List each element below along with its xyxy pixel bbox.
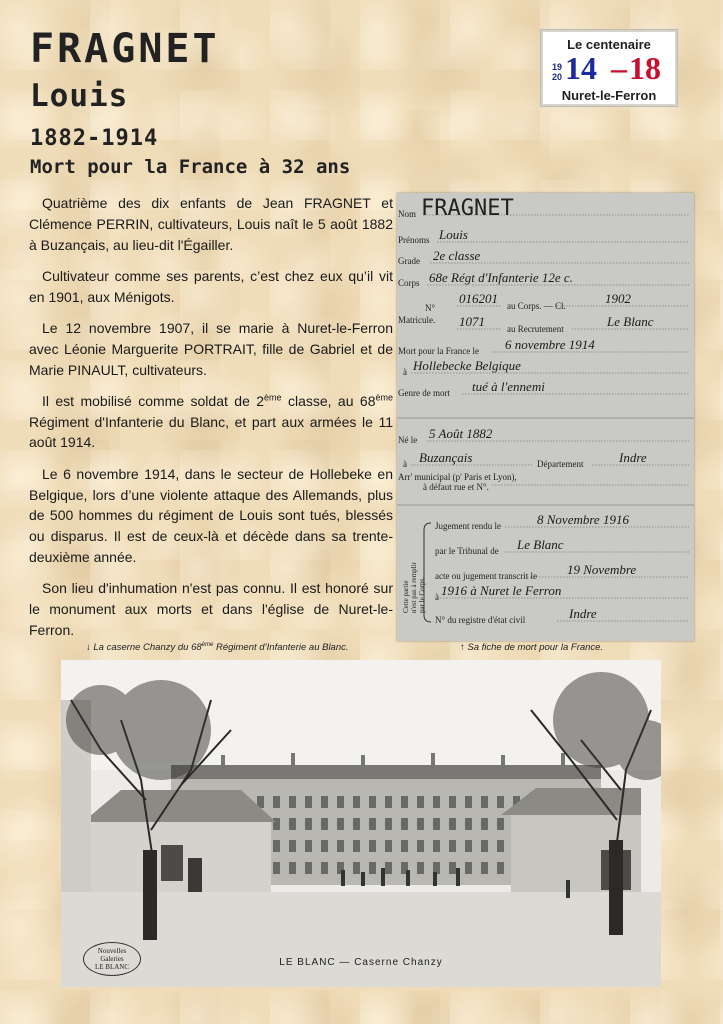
side-note-2: n'est pas à remplir: [410, 562, 418, 613]
label-no: N°: [425, 303, 436, 313]
label-ne-le: Né le: [398, 435, 418, 445]
logo-small-years: [552, 62, 562, 82]
label-jugement: Jugement rendu le: [435, 521, 501, 531]
death-subtitle: Mort pour la France à 32 ans: [30, 156, 351, 178]
value-genre: tué à l'ennemi: [472, 379, 545, 394]
years-heading: 1882-1914: [30, 126, 159, 151]
label-transcrit: acte ou jugement transcrit le: [435, 571, 537, 581]
value-nom: FRAGNET: [421, 196, 514, 221]
label-au-corps: au Corps. — Cl.: [507, 301, 566, 311]
value-mort-date: 6 novembre 1914: [505, 337, 595, 352]
photo-title: LE BLANC — Caserne Chanzy: [279, 957, 443, 968]
barracks-photo: [61, 660, 661, 987]
value-grade: 2e classe: [433, 248, 481, 263]
value-corps: 68e Régt d'Infanterie 12e c.: [429, 270, 573, 285]
centenaire-logo: [541, 30, 677, 106]
surname-heading: FRAGNET: [30, 26, 220, 72]
caption-left-sup: ème: [201, 642, 214, 648]
death-record-form: [397, 193, 694, 641]
value-ne-date: 5 Août 1882: [429, 426, 493, 441]
logo-place: Nuret-le-Ferron: [561, 88, 657, 103]
value-registre: Indre: [569, 606, 597, 621]
value-transcrit-date: 19 Novembre: [567, 562, 637, 577]
paragraph-burial: Son lieu d'inhumation n'est pas connu. Il est honoré sur le monument aux morts et dans l'église de Nuret-le-Ferron.: [29, 580, 393, 638]
paragraph-marriage: Le 12 novembre 1907, il se marie à Nuret-le-Ferron avec Léonie Marguerite PORTRAIT, fille de Gabriel et de Marie PINAULT, cultivateurs.: [29, 319, 393, 378]
stamp-line-2: Galeries: [100, 955, 124, 963]
mobilisation-sup-a: ème: [264, 392, 282, 403]
label-nom: Nom: [398, 209, 416, 219]
label-tribunal: par le Tribunal de: [435, 546, 499, 556]
barracks-illustration: [61, 660, 661, 987]
logo-small-20: 20: [552, 72, 563, 82]
value-ne-lieu: Buzançais: [419, 450, 473, 465]
label-mort-pour: Mort pour la France le: [398, 346, 479, 356]
value-departement: Indre: [619, 450, 647, 465]
value-recrutement-no: 1071: [459, 314, 485, 329]
record-caption-right: ↑ Sa fiche de mort pour la France.: [460, 642, 604, 653]
biography-text: [29, 193, 393, 654]
death-record-card: [397, 193, 694, 641]
label-au-recrutement: au Recrutement: [507, 324, 564, 334]
label-prenoms: Prénoms: [398, 235, 430, 245]
stamp-line-1: Nouvelles: [97, 947, 127, 955]
label-arr1: Arr' municipal (p' Paris et Lyon),: [398, 472, 517, 482]
mobilisation-text-c: Régiment d'Infanterie du Blanc, et part aux armées le 11 août 1914.: [29, 413, 393, 451]
label-grade: Grade: [398, 256, 420, 266]
mobilisation-text-b: classe, au 68: [281, 392, 376, 409]
value-transcrit-lieu: 1916 à Nuret le Ferron: [441, 583, 562, 598]
logo-small-19: 19: [552, 62, 563, 72]
label-registre: N° du registre d'état civil: [435, 615, 526, 625]
mobilisation-sup-b: ème: [375, 392, 393, 403]
value-classe: 1902: [605, 291, 631, 306]
caption-left-a: ↓ La caserne Chanzy du 68: [86, 642, 202, 654]
label-arr2: à défaut rue et N°.: [423, 482, 489, 492]
value-no-corps: 016201: [459, 291, 498, 306]
photo-caption-left: [86, 642, 349, 653]
label-a: à: [403, 367, 407, 377]
logo-year-18: 18: [629, 50, 661, 86]
stamp-line-3: LE BLANC: [94, 963, 130, 971]
side-note-1: Cette partie: [402, 580, 410, 613]
paragraph-birth: Quatrième des dix enfants de Jean FRAGNET et Clémence PERRIN, cultivateurs, Louis naît le 5 août 1882 à Buzançais, au lieu-dit l'Égailler.: [29, 195, 393, 253]
mobilisation-text-a: Il est mobilisé comme soldat de 2: [42, 392, 265, 409]
label-a3: à: [435, 592, 439, 602]
label-genre: Genre de mort: [398, 388, 450, 398]
value-mort-lieu: Hollebecke Belgique: [413, 358, 521, 373]
label-departement: Département: [537, 459, 584, 469]
firstname-heading: Louis: [30, 78, 129, 114]
paragraph-occupation: Cultivateur comme ses parents, c’est chez eux qu’il vit en 1901, aux Ménigots.: [29, 267, 393, 305]
value-tribunal: Le Blanc: [517, 537, 564, 552]
label-corps: Corps: [398, 278, 420, 288]
side-note-3: par le Corps.: [418, 577, 426, 613]
label-matricule: Matricule.: [398, 315, 436, 325]
caption-left-b: Régiment d’Infanterie au Blanc.: [213, 642, 349, 654]
value-prenoms: Louis: [439, 227, 468, 242]
value-jugement-date: 8 Novembre 1916: [537, 512, 629, 527]
paragraph-mobilisation: [29, 391, 393, 453]
logo-top-text: Le centenaire: [567, 37, 651, 52]
paragraph-death: Le 6 novembre 1914, dans le secteur de Hollebeke en Belgique, lors d’une violente attaque des Allemands, plus de 500 hommes du régiment de Louis sont tués, blessés ou disparus. Il est de ceux-là et décède dans sa trente-deuxième année.: [29, 465, 393, 565]
logo-year-14: 14: [565, 50, 597, 86]
value-recrutement-lieu: Le Blanc: [607, 314, 654, 329]
label-a2: à: [403, 459, 407, 469]
logo-dash: –: [611, 50, 627, 86]
